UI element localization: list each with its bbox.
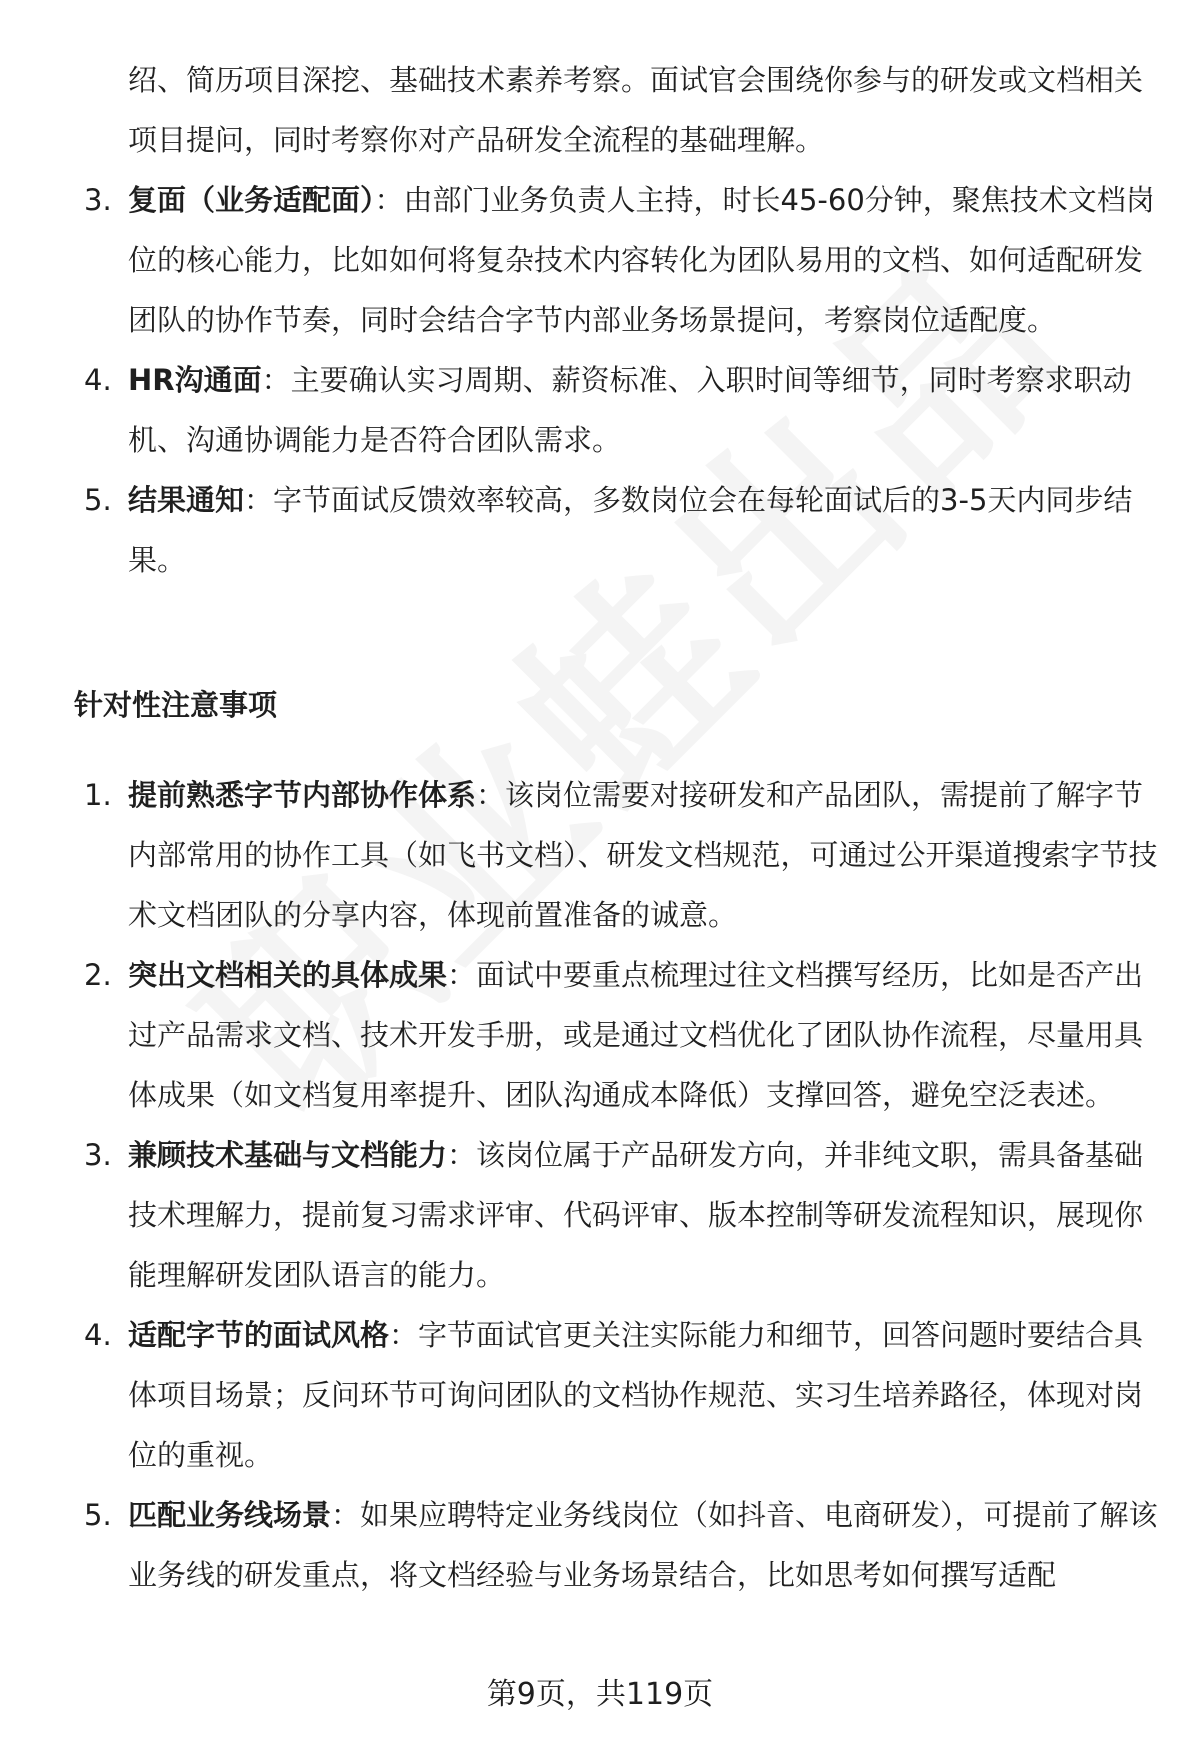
- tips-items: [0, 765, 1200, 1605]
- item-separator: ：: [374, 183, 404, 217]
- item-text: 字节面试反馈效率较高，多数岗位会在每轮面试后的3-5天内同步结果。: [128, 483, 1133, 577]
- item-text: 面试中要重点梳理过往文档撰写经历，比如是否产出过产品需求文档、技术开发手册，或是通过文档优化了团队协作流程，尽量用具体成果（如文档复用率提升、团队沟通成本降低）支撑回答，避免空泛表述。: [128, 958, 1144, 1112]
- item-term: 适配字节的面试风格: [128, 1318, 390, 1352]
- item-separator: ：: [331, 1498, 361, 1532]
- list-item: [0, 1485, 1200, 1605]
- section-heading: 针对性注意事项: [74, 688, 278, 722]
- tips-list: [0, 765, 1200, 1605]
- list-item: [0, 945, 1200, 1125]
- list-item: [0, 470, 1200, 590]
- item-text: 由部门业务负责人主持，时长45-60分钟，聚焦技术文档岗位的核心能力，比如如何将复杂技术内容转化为团队易用的文档、如何适配研发团队的协作节奏，同时会结合字节内部业务场景提问，考察岗位适配度。: [128, 183, 1155, 337]
- interview-process-list: [0, 50, 1200, 590]
- item-term: HR沟通面: [128, 363, 262, 397]
- continuation-paragraph: 绍、简历项目深挖、基础技术素养考察。面试官会围绕你参与的研发或文档相关项目提问，同时考察你对产品研发全流程的基础理解。: [128, 63, 1144, 157]
- page-footer: 第9页，共119页: [486, 1677, 714, 1712]
- item-term: 兼顾技术基础与文档能力: [128, 1138, 448, 1172]
- process-items: [0, 170, 1200, 590]
- item-number: 5.: [84, 483, 112, 517]
- item-separator: ：: [447, 958, 477, 992]
- list-item: [0, 1305, 1200, 1485]
- item-term: 复面（业务适配面）: [128, 183, 375, 217]
- list-item: [0, 350, 1200, 470]
- item-term: 匹配业务线场景: [128, 1498, 332, 1532]
- item-text: 字节面试官更关注实际能力和细节，回答问题时要结合具体项目场景；反问环节可询问团队的文档协作规范、实习生培养路径，体现对岗位的重视。: [128, 1318, 1144, 1472]
- item-term: 提前熟悉字节内部协作体系: [128, 778, 477, 812]
- item-separator: ：: [447, 1138, 477, 1172]
- item-text: 该岗位属于产品研发方向，并非纯文职，需具备基础技术理解力，提前复习需求评审、代码评审、版本控制等研发流程知识，展现你能理解研发团队语言的能力。: [128, 1138, 1144, 1292]
- list-item: [0, 1125, 1200, 1305]
- item-number: 5.: [84, 1498, 112, 1532]
- item-text: 该岗位需要对接研发和产品团队，需提前了解字节内部常用的协作工具（如飞书文档）、研发文档规范，可通过公开渠道搜索字节技术文档团队的分享内容，体现前置准备的诚意。: [128, 778, 1158, 932]
- item-text: 主要确认实习周期、薪资标准、入职时间等细节，同时考察求职动机、沟通协调能力是否符合团队需求。: [128, 363, 1132, 457]
- item-number: 3.: [84, 1138, 112, 1172]
- item-number: 3.: [84, 183, 112, 217]
- item-term: 突出文档相关的具体成果: [128, 958, 448, 992]
- item-separator: ：: [389, 1318, 419, 1352]
- list-item: [0, 170, 1200, 350]
- item-number: 4.: [84, 1318, 112, 1352]
- item-term: 结果通知: [128, 483, 245, 517]
- item-separator: ：: [476, 778, 506, 812]
- item-text: 如果应聘特定业务线岗位（如抖音、电商研发），可提前了解该业务线的研发重点，将文档经验与业务场景结合，比如思考如何撰写适配: [128, 1498, 1158, 1592]
- item-number: 4.: [84, 363, 112, 397]
- item-separator: ：: [261, 363, 291, 397]
- item-separator: ：: [244, 483, 274, 517]
- list-item: [0, 765, 1200, 945]
- item-number: 2.: [84, 958, 112, 992]
- item-number: 1.: [84, 778, 112, 812]
